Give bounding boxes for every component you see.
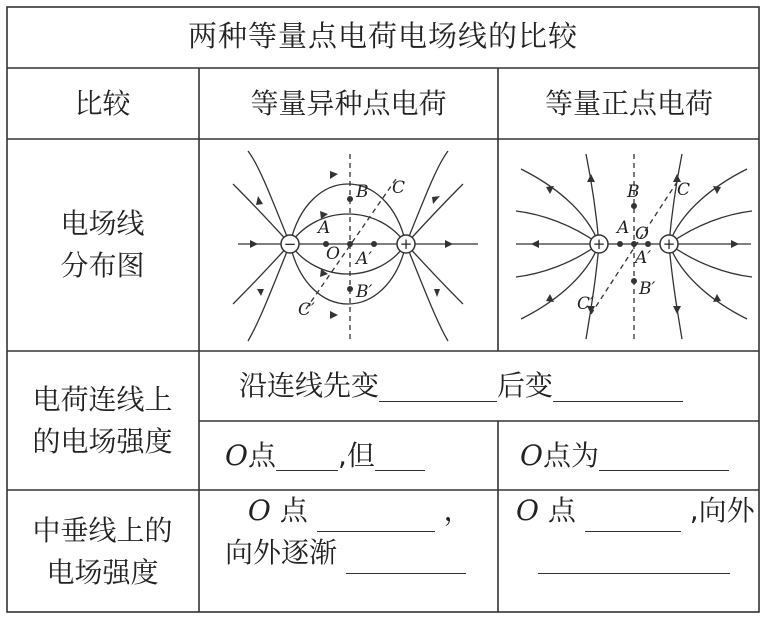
row-label-line: 中垂线上的 [32,513,173,547]
answer-blank[interactable] [585,501,681,532]
answer-blank[interactable] [553,371,683,402]
negative-charge-sign: − [283,235,297,253]
point-O-italic: O [520,438,543,472]
line-strength-shared-cell [199,351,760,421]
point-label-C-prime: C′ [577,294,594,314]
answer-blank[interactable] [599,440,729,471]
row-label-line: 电场线 [60,207,145,240]
point-label-B-prime: B′ [639,279,656,299]
cell-text: ,但 [337,438,375,472]
point-label-A: A [617,218,630,238]
point-label-O: O [635,224,649,244]
point-O-italic: O [516,494,539,527]
answer-blank[interactable] [276,440,338,471]
point-label-A: A [318,218,331,238]
positive-charge-sign: + [662,235,676,253]
point-O-italic: O [225,438,248,472]
row-label-line: 分布图 [60,249,145,282]
point-label-B: B [627,182,640,202]
opposite-charges-field-diagram [228,149,488,344]
point-O-italic: O [247,494,271,527]
positive-charges-field-diagram [511,149,756,344]
answer-blank[interactable] [379,371,497,402]
cell-line [516,490,755,532]
point-label-O: O [326,244,340,264]
table-title: 两种等量点电荷电场线的比较 [187,19,578,54]
cell-text: ， [443,494,472,527]
point-label-B: B [356,182,369,202]
point-label-C: C [677,180,691,200]
cell-line [225,490,472,532]
line-strength-positive-cell [498,421,760,490]
point-label-A-prime: A′ [356,249,373,269]
point-label-C-prime: C′ [298,300,315,320]
cell-text: 点 [279,494,308,527]
answer-blank[interactable] [317,501,435,532]
answer-blank[interactable] [375,440,425,471]
row-label-line: 的电场强度 [32,424,173,458]
header-compare: 比较 [74,86,131,120]
answer-blank[interactable] [538,543,730,574]
cell-text: 点 [547,494,576,527]
point-label-C: C [392,178,406,198]
cell-line [225,532,466,574]
answer-blank[interactable] [346,543,466,574]
point-label-B-prime: B′ [356,282,373,302]
positive-charge-sign: + [592,235,606,253]
cell-text: ,向外 [689,494,755,527]
cell-text: 向外逐渐 [225,536,338,569]
perpendicular-positive-cell [498,490,760,613]
positive-charge-sign: + [399,235,413,253]
cell-line [516,532,730,574]
header-opposite-charges: 等量异种点电荷 [250,86,447,120]
line-strength-opposite-cell [199,421,498,490]
cell-text: 点 [247,438,276,472]
shared-prefix-text: 沿连线先变 [239,369,380,402]
row-label-line-strength [6,351,199,490]
row-label-perpendicular-strength [6,490,199,613]
row-label-line: 电场强度 [46,555,159,589]
point-label-A-prime: A′ [635,248,652,268]
comparison-table [6,6,760,613]
perpendicular-opposite-cell [199,490,498,613]
row-label-line: 电荷连线上 [32,382,173,416]
cell-text: 点为 [542,438,599,472]
shared-mid-text: 后变 [497,369,554,402]
row-label-field-lines [6,139,199,351]
header-positive-charges: 等量正点电荷 [544,86,713,120]
